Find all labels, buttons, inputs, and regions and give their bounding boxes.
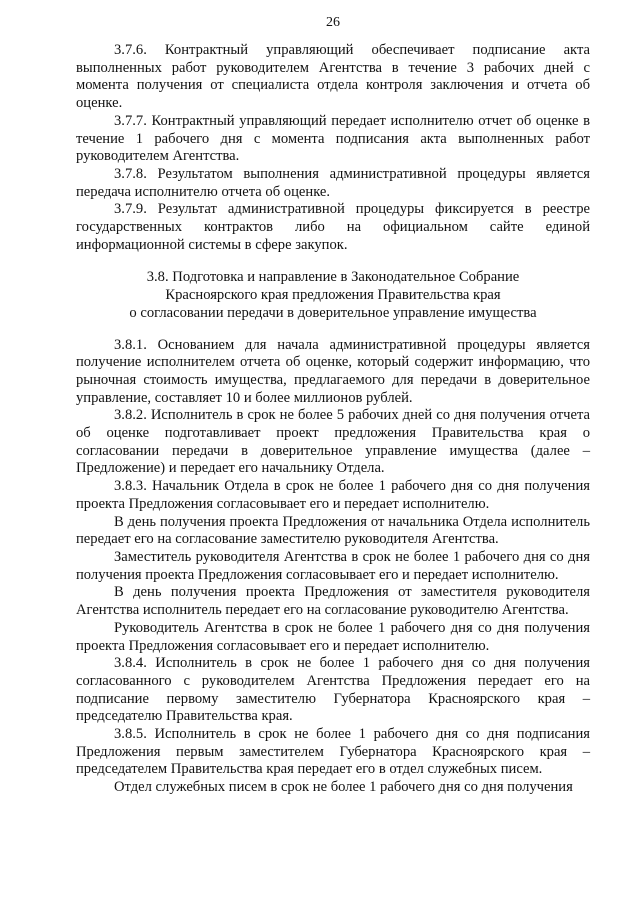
paragraph-deputy-approval: Заместитель руководителя Агентства в срок не более 1 рабочего дня со дня получения проекта Предложения согласовывает его и передает исполнителю. [76,548,590,583]
section-3-8-paragraphs [76,337,590,797]
paragraph-3-8-3: 3.8.3. Начальник Отдела в срок не более 1 рабочего дня со дня получения проекта Предложения согласовывает его и передает исполнителю. [76,478,590,512]
paragraph-3-8-2: 3.8.2. Исполнитель в срок не более 5 рабочих дней со дня получения отчета об оценке подготавливает проект предложения Правительства края о согласовании передачи в доверительное управление имущества (далее – Предложение) и передает его начальнику Отдела. [76,407,590,477]
paragraph-deputy-approval-request: В день получения проекта Предложения от начальника Отдела исполнитель передает его на согласование заместителю руководителя Агентства. [76,513,590,548]
paragraph-3-7-7: 3.7.7. Контрактный управляющий передает исполнителю отчет об оценке в течение 1 рабочего дня с момента подписания акта выполненных работ руководителем Агентства. [76,112,590,165]
section-title-line-3: о согласовании передачи в доверительное управление имущества [129,304,537,321]
paragraph-head-approval: Руководитель Агентства в срок не более 1 рабочего дня со дня получения проекта Предложения согласовывает его и передает исполнителю. [76,619,590,654]
section-3-8-title [76,269,590,322]
page-number: 26 [326,15,340,30]
paragraph-3-7-9: 3.7.9. Результат административной процедуры фиксируется в реестре государственных контрактов либо на официальном сайте единой информационной системы в сфере закупок. [76,201,590,253]
section-title-line-1: 3.8. Подготовка и направление в Законодательное Собрание [146,269,520,286]
paragraph-3-8-5: 3.8.5. Исполнитель в срок не более 1 рабочего дня со дня подписания Предложения первым заместителем Губернатора Красноярского края – председателем Правительства края передает его в отдел служебных писем. [76,726,590,778]
paragraph-letters-department: Отдел служебных писем в срок не более 1 рабочего дня со дня получения [114,779,573,796]
section-3-7-paragraphs [76,42,590,254]
section-title-line-2: Красноярского края предложения Правительства края [165,287,501,304]
paragraph-head-approval-request: В день получения проекта Предложения от заместителя руководителя Агентства исполнитель передает его на согласование руководителю Агентства. [76,584,590,619]
paragraph-3-8-1: 3.8.1. Основанием для начала административной процедуры является получение исполнителем отчета об оценке, который содержит информацию, что рыночная стоимость имущества, предлагаемого для передачи в доверительное управление, составляет 10 и более миллионов рублей. [76,336,590,406]
paragraph-3-7-6: 3.7.6. Контрактный управляющий обеспечивает подписание акта выполненных работ руководителем Агентства в течение 3 рабочих дней с момента получения от специалиста отдела контроля заключения и отчета об оценке. [76,42,590,112]
paragraph-3-7-8: 3.7.8. Результатом выполнения административной процедуры является передача исполнителю отчета об оценке. [76,165,590,200]
paragraph-3-8-4: 3.8.4. Исполнитель в срок не более 1 рабочего дня со дня получения согласованного с руководителем Агентства Предложения передает его на подписание первому заместителю Губернатора Красноярского края – председателю Правительства края. [76,655,590,725]
